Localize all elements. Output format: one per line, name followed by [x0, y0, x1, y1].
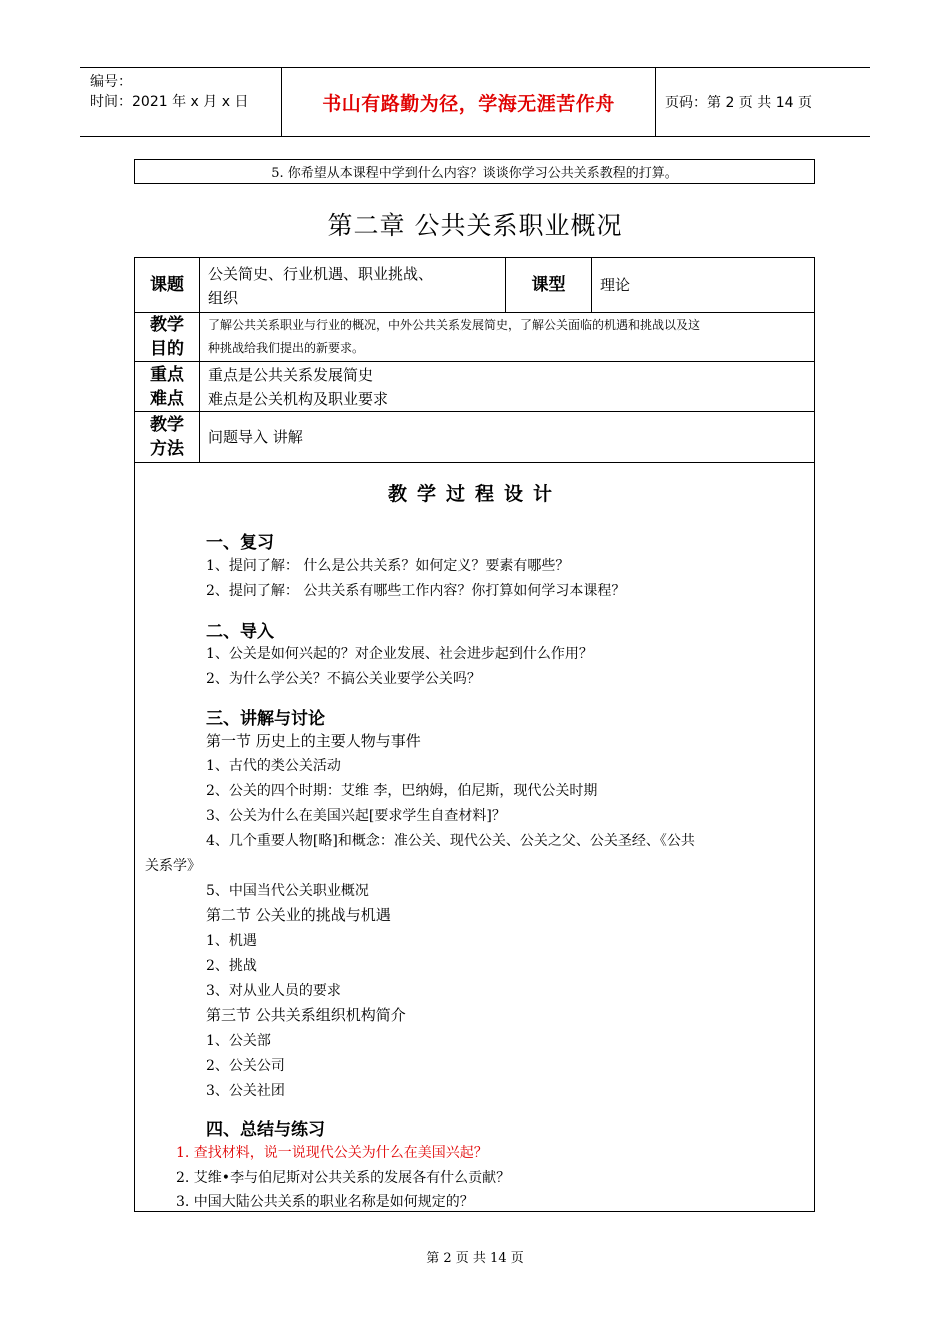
list-item: 5、中国当代公关职业概况 — [206, 883, 369, 899]
summary-heading: 四、总结与练习 — [206, 1120, 325, 1140]
exercise-item: 1. 查找材料，说一说现代公关为什么在美国兴起？ — [176, 1145, 488, 1161]
list-item: 3、公关为什么在美国兴起[要求学生自查材料]？ — [206, 808, 506, 824]
page-footer: 第 2 页 共 14 页 — [426, 1251, 524, 1266]
topic-value — [199, 257, 506, 313]
list-item: 3、对从业人员的要求 — [206, 983, 341, 999]
type-label: 课型 — [505, 257, 592, 313]
goal-label-1: 教学 — [150, 315, 184, 335]
method-label — [134, 411, 200, 463]
section-title: 第一节 历史上的主要人物与事件 — [206, 732, 421, 750]
list-item: 4、几个重要人物[略]和概念：准公关、现代公关、公关之父、公关圣经、《公共 — [206, 833, 695, 849]
key-line-1: 重点是公共关系发展简史 — [208, 366, 374, 384]
goal-label — [134, 312, 200, 362]
number-label: 编号： — [90, 74, 132, 90]
previous-question: 5. 你希望从本课程中学到什么内容？谈谈你学习公共关系教程的打算。 — [134, 159, 815, 184]
goal-label-2: 目的 — [150, 339, 184, 359]
list-item: 1、公关部 — [206, 1033, 271, 1049]
goal-line-2: 种挑战给我们提出的新要求。 — [208, 341, 365, 355]
process-title: 教学过程设计 — [387, 483, 562, 505]
goal-line-1: 了解公共关系职业与行业的概况，中外公共关系发展简史，了解公关面临的机遇和挑战以及这 — [208, 318, 701, 332]
topic-line-1: 公关简史、行业机遇、职业挑战、 — [208, 265, 434, 283]
list-item: 3、公关社团 — [206, 1083, 285, 1099]
review-item: 2、提问了解： 公共关系有哪些工作内容？你打算如何学习本课程？ — [206, 583, 626, 599]
list-item: 2、挑战 — [206, 958, 257, 974]
topic-line-2: 组织 — [208, 289, 239, 307]
intro-heading: 二、导入 — [206, 622, 274, 642]
topic-label: 课题 — [134, 257, 200, 313]
section-title: 第二节 公关业的挑战与机遇 — [206, 906, 391, 924]
review-item: 1、提问了解： 什么是公共关系？如何定义？要素有哪些？ — [206, 558, 570, 574]
method-label-1: 教学 — [150, 415, 184, 435]
list-item: 2、公关公司 — [206, 1058, 285, 1074]
key-line-2: 难点是公关机构及职业要求 — [208, 390, 389, 408]
time-label: 时间：2021 年 x 月 x 日 — [90, 94, 249, 110]
exercise-item: 2. 艾维•李与伯尼斯对公共关系的发展各有什么贡献？ — [176, 1170, 511, 1186]
intro-item: 2、为什么学公关？不搞公关业要学公关吗？ — [206, 671, 481, 687]
header-page-info: 页码：第 2 页 共 14 页 — [665, 95, 812, 111]
list-item: 1、机遇 — [206, 933, 257, 949]
key-label-1: 重点 — [150, 364, 184, 385]
chapter-title: 第二章 公共关系职业概况 — [327, 211, 623, 240]
section-title: 第三节 公共关系组织机构简介 — [206, 1006, 406, 1024]
method-value: 问题导入 讲解 — [199, 411, 815, 463]
key-value — [199, 361, 815, 412]
page-header — [80, 67, 870, 137]
header-motto: 书山有路勤为径，学海无涯苦作舟 — [282, 68, 656, 136]
key-label — [134, 361, 200, 412]
list-item: 2、公关的四个时期：艾维 李，巴纳姆，伯尼斯，现代公关时期 — [206, 783, 598, 799]
key-label-2: 难点 — [150, 388, 184, 409]
intro-item: 1、公关是如何兴起的？对企业发展、社会进步起到什么作用？ — [206, 646, 593, 662]
review-heading: 一、复习 — [206, 533, 274, 553]
lecture-heading: 三、讲解与讨论 — [206, 709, 325, 729]
list-item: 1、古代的类公关活动 — [206, 758, 341, 774]
method-label-2: 方法 — [150, 439, 184, 459]
header-meta — [80, 68, 282, 136]
list-item-continued: 关系学》 — [145, 858, 201, 874]
exercise-item: 3. 中国大陆公共关系的职业名称是如何规定的？ — [176, 1194, 474, 1210]
goal-value — [199, 312, 815, 362]
type-value: 理论 — [591, 257, 815, 313]
